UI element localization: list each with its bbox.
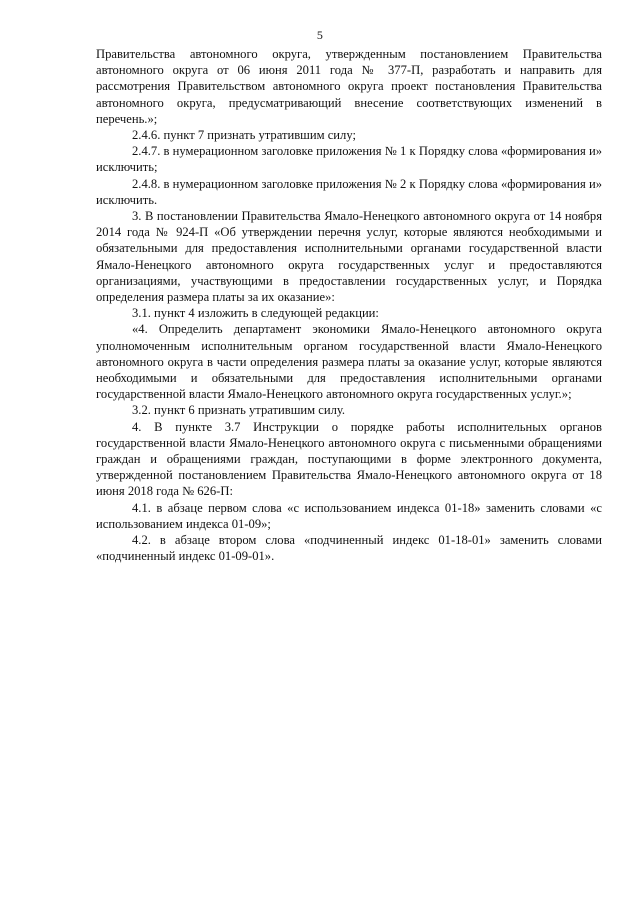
- paragraph-4: 4. В пункте 3.7 Инструкции о порядке работы исполнительных органов государственной власти Ямало-Ненецкого автономного округа с письменными обращениями граждан и обращениями граждан, поступающими в форме электронного документа, утвержденной постановлением Правительства Ямало-Ненецкого автономного округа от 18 июня 2018 года № 626-П:: [96, 419, 602, 499]
- page-number: 5: [316, 28, 324, 42]
- paragraph-2-4-8: 2.4.8. в нумерационном заголовке приложения № 2 к Порядку слова «формирования и» исключить.: [96, 176, 602, 207]
- paragraph-3: 3. В постановлении Правительства Ямало-Ненецкого автономного округа от 14 ноября 2014 года № 924-П «Об утверждении перечня услуг, которые являются необходимыми и обязательными для предоставления исполнительными органами государственной власти Ямало-Ненецкого автономного округа государственных услуг и предоставляются организациями, участвующими в предоставлении государственных услуг, и Порядка определения размера платы за их оказание»:: [96, 209, 602, 305]
- paragraph-3-2: 3.2. пункт 6 признать утратившим силу.: [132, 403, 346, 418]
- paragraph-2-4-7: 2.4.7. в нумерационном заголовке приложения № 1 к Порядку слова «формирования и» исключить;: [96, 144, 602, 175]
- paragraph-continuation: Правительства автономного округа, утвержденным постановлением Правительства автономного округа от 06 июня 2011 года № 377-П, разработать и направить для рассмотрения Правительством автономного округа проект постановления Правительства автономного округа, предусматривающий внесение соответствующих изменений в перечень.»;: [96, 47, 602, 126]
- paragraph-3-1-quote: «4. Определить департамент экономики Ямало-Ненецкого автономного округа уполномоченным исполнительным органом государственной власти Ямало-Ненецкого автономного округа в части определения размера платы за оказание услуг, которые являются необходимыми и обязательными для предоставления исполнительными органами государственной власти Ямало-Ненецкого автономного округа государственных услуг.»;: [96, 322, 602, 402]
- paragraph-4-2: 4.2. в абзаце втором слова «подчиненный индекс 01-18-01» заменить словами «подчиненный индекс 01-09-01».: [96, 533, 602, 564]
- document-body: [96, 46, 602, 565]
- paragraph-2-4-6: 2.4.6. пункт 7 признать утратившим силу;: [132, 128, 356, 143]
- paragraph-3-1: 3.1. пункт 4 изложить в следующей редакции:: [132, 306, 379, 321]
- paragraph-4-1: 4.1. в абзаце первом слова «с использованием индекса 01-18» заменить словами «с использованием индекса 01-09»;: [96, 500, 602, 531]
